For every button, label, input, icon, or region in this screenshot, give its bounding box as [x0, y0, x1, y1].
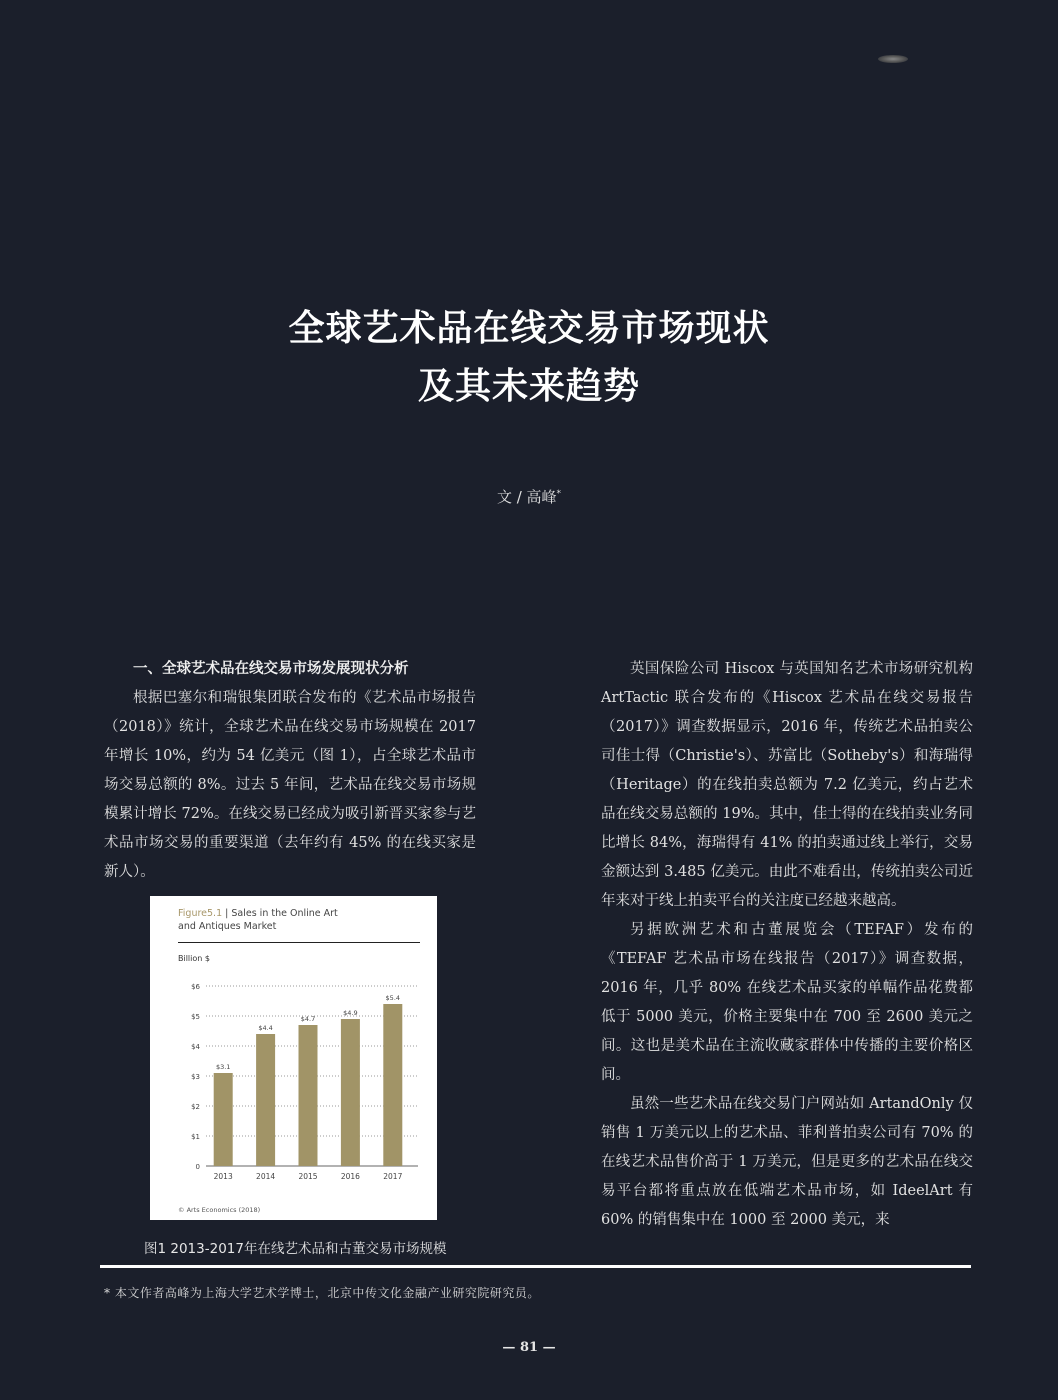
y-tick-label: $4	[191, 1043, 200, 1051]
data-label: $4.9	[343, 1009, 358, 1017]
byline-text: 文 / 高峰	[496, 488, 557, 506]
y-tick-label: 0	[195, 1163, 200, 1171]
figure-caption: 图1 2013-2017年在线艺术品和古董交易市场规模	[144, 1241, 447, 1257]
left-paragraph-1: 根据巴塞尔和瑞银集团联合发布的《艺术品市场报告（2018）》统计，全球艺术品在线交易市场规模在 2017 年增长 10%，约为 54 亿美元（图 1），占全球艺术品市场交易总额的 8%。过去 5 年间，艺术品在线交易市场规模累计增长 72%。在线交易已经成为吸引新晋买家参与艺术品市场交易的重要渠道（去年约有 45% 的在线买家是新人）。	[104, 690, 476, 880]
bar	[299, 1025, 318, 1166]
data-label: $3.1	[215, 1063, 231, 1071]
figure-number: Figure5.1	[178, 908, 223, 919]
footnote-rule	[100, 1265, 971, 1268]
y-tick-label: $6	[191, 983, 200, 991]
data-label: $5.4	[385, 994, 401, 1002]
section-heading: 一、全球艺术品在线交易市场发展现状分析	[133, 661, 409, 677]
figure-title-line-2: and Antiques Market	[178, 921, 277, 932]
x-tick-label: 2013	[213, 1172, 233, 1181]
bar	[214, 1073, 233, 1166]
decorative-dot	[878, 55, 908, 63]
title-line-1: 全球艺术品在线交易市场现状	[288, 308, 770, 349]
footnote: * 本文作者高峰为上海大学艺术学博士，北京中传文化金融产业研究院研究员。	[104, 1286, 540, 1300]
bar-chart	[150, 896, 437, 1220]
page-number: — 81 —	[502, 1340, 556, 1355]
figure-separator: |	[222, 908, 232, 919]
right-column	[601, 655, 973, 1235]
byline-mark: *	[556, 489, 562, 499]
figure-source: © Arts Economics (2018)	[178, 1206, 261, 1214]
right-paragraph-2: 另据欧洲艺术和古董展览会（TEFAF）发布的《TEFAF 艺术品市场在线报告（2017）》调查数据，2016 年，几乎 80% 在线艺术品买家的单幅作品花费都低于 5000 美元，价格主要集中在 700 至 2600 美元之间。这也是美术品在主流收藏家群体中传播的主要价格区间。	[601, 922, 973, 1083]
x-tick-label: 2014	[256, 1172, 276, 1181]
right-paragraph-3: 虽然一些艺术品在线交易门户网站如 ArtandOnly 仅销售 1 万美元以上的艺术品、菲利普拍卖公司有 70% 的在线艺术品售价高于 1 万美元，但是更多的艺术品在线交易平台都将重点放在低端艺术品市场，如 IdeelArt 有 60% 的销售集中在 1000 至 2000 美元，来	[601, 1096, 973, 1228]
data-label: $4.7	[300, 1015, 316, 1023]
bar	[256, 1034, 275, 1166]
y-tick-label: $2	[191, 1103, 200, 1111]
x-tick-label: 2015	[298, 1172, 318, 1181]
left-column	[104, 655, 476, 887]
title-line-2: 及其未来趋势	[417, 366, 640, 407]
y-tick-label: $5	[191, 1013, 200, 1021]
y-tick-label: $3	[191, 1073, 200, 1081]
y-tick-label: $1	[191, 1133, 200, 1141]
bar	[383, 1004, 402, 1166]
data-label: $4.4	[258, 1024, 273, 1032]
figure-unit: Billion $	[178, 954, 210, 963]
article-title	[0, 300, 1058, 416]
bar	[341, 1019, 360, 1166]
right-paragraph-1: 英国保险公司 Hiscox 与英国知名艺术市场研究机构 ArtTactic 联合发布的《Hiscox 艺术品在线交易报告（2017）》调查数据显示，2016 年，传统艺术品拍卖公司佳士得（Christie's）、苏富比（Sotheby's）和海瑞得（Heritage）的在线拍卖总额为 7.2 亿美元，约占艺术品在线交易总额的 19%。其中，佳士得的在线拍卖业务同比增长 84%，海瑞得有 41% 的拍卖通过线上举行，交易金额达到 3.485 亿美元。由此不难看出，传统拍卖公司近年来对于线上拍卖平台的关注度已经越来越高。	[601, 661, 973, 909]
x-tick-label: 2017	[383, 1172, 403, 1181]
byline	[0, 486, 1058, 507]
x-tick-label: 2016	[340, 1172, 360, 1181]
figure-chart	[150, 896, 437, 1220]
figure-title-line-1: Sales in the Online Art	[231, 908, 338, 919]
